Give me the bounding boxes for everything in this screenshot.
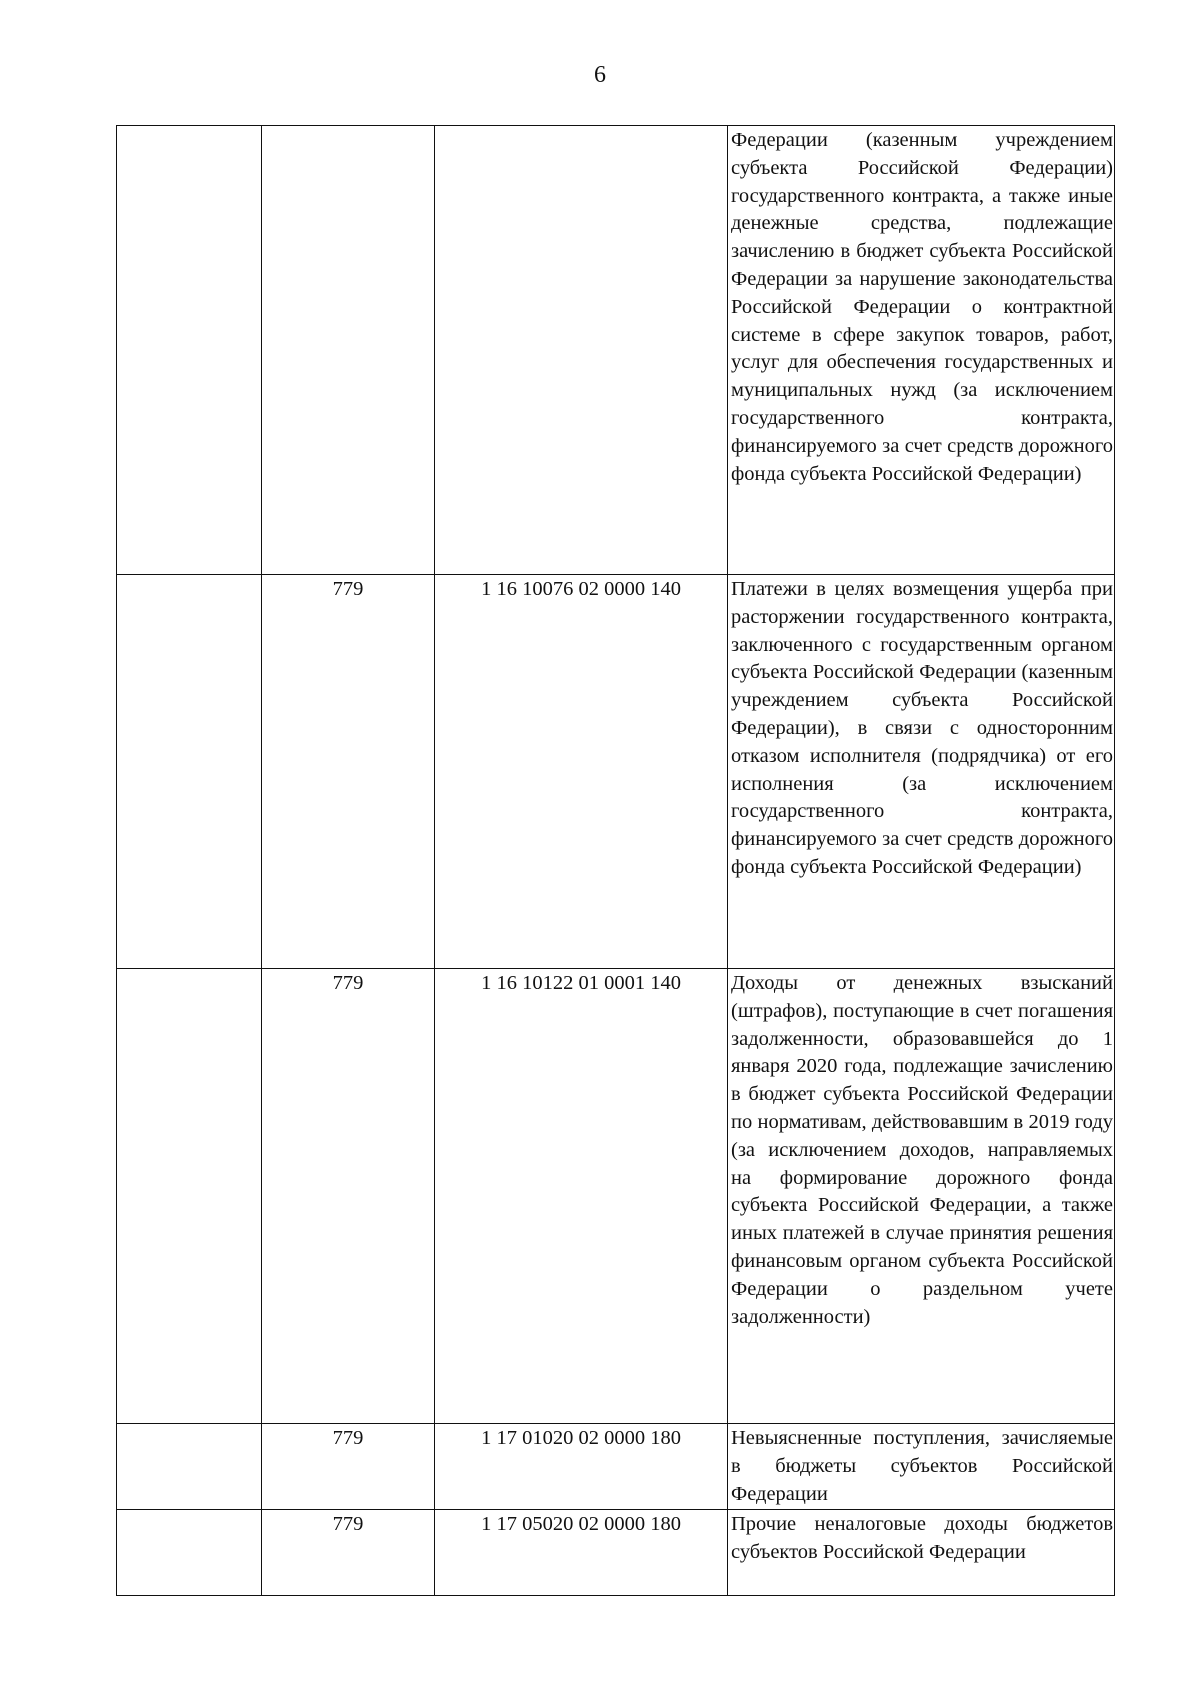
empty-cell	[117, 575, 262, 969]
admin-code-cell: 779	[262, 575, 435, 969]
empty-cell	[117, 126, 262, 575]
empty-cell	[117, 969, 262, 1424]
income-code-cell: 1 17 05020 02 0000 180	[435, 1510, 728, 1596]
table-row	[117, 575, 1115, 969]
empty-cell	[117, 1510, 262, 1596]
description-cell: Доходы от денежных взысканий (штрафов), поступающие в счет погашения задолженности, образовавшейся до 1 января 2020 года, подлежащие зачислению в бюджет субъекта Российской Федерации по нормативам, действовавшим в 2019 году (за исключением доходов, направляемых на формирование дорожного фонда субъекта Российской Федерации, а также иных платежей в случае принятия решения финансовым органом субъекта Российской Федерации о раздельном учете задолженности)	[728, 969, 1115, 1424]
description-cell: Прочие неналоговые доходы бюджетов субъектов Российской Федерации	[728, 1510, 1115, 1596]
income-code-cell: 1 17 01020 02 0000 180	[435, 1424, 728, 1510]
table-row	[117, 1510, 1115, 1596]
income-code-cell	[435, 126, 728, 575]
description-cell: Федерации (казенным учреждением субъекта Российской Федерации) государственного контракта, а также иные денежные средства, подлежащие зачислению в бюджет субъекта Российской Федерации за нарушение законодательства Российской Федерации о контрактной системе в сфере закупок товаров, работ, услуг для обеспечения государственных и муниципальных нужд (за исключением государственного контракта, финансируемого за счет средств дорожного фонда субъекта Российской Федерации)	[728, 126, 1115, 575]
description-cell: Платежи в целях возмещения ущерба при расторжении государственного контракта, заключенного с государственным органом субъекта Российской Федерации (казенным учреждением субъекта Российской Федерации), в связи с односторонним отказом исполнителя (подрядчика) от его исполнения (за исключением государственного контракта, финансируемого за счет средств дорожного фонда субъекта Российской Федерации)	[728, 575, 1115, 969]
admin-code-cell	[262, 126, 435, 575]
admin-code-cell: 779	[262, 1510, 435, 1596]
income-code-cell: 1 16 10076 02 0000 140	[435, 575, 728, 969]
admin-code-cell: 779	[262, 969, 435, 1424]
description-cell: Невыясненные поступления, зачисляемые в бюджеты субъектов Российской Федерации	[728, 1424, 1115, 1510]
table-row	[117, 126, 1115, 575]
page-number: 6	[594, 62, 606, 88]
empty-cell	[117, 1424, 262, 1510]
table-row	[117, 969, 1115, 1424]
income-code-cell: 1 16 10122 01 0001 140	[435, 969, 728, 1424]
income-codes-table	[116, 125, 1115, 1596]
admin-code-cell: 779	[262, 1424, 435, 1510]
table-row	[117, 1424, 1115, 1510]
